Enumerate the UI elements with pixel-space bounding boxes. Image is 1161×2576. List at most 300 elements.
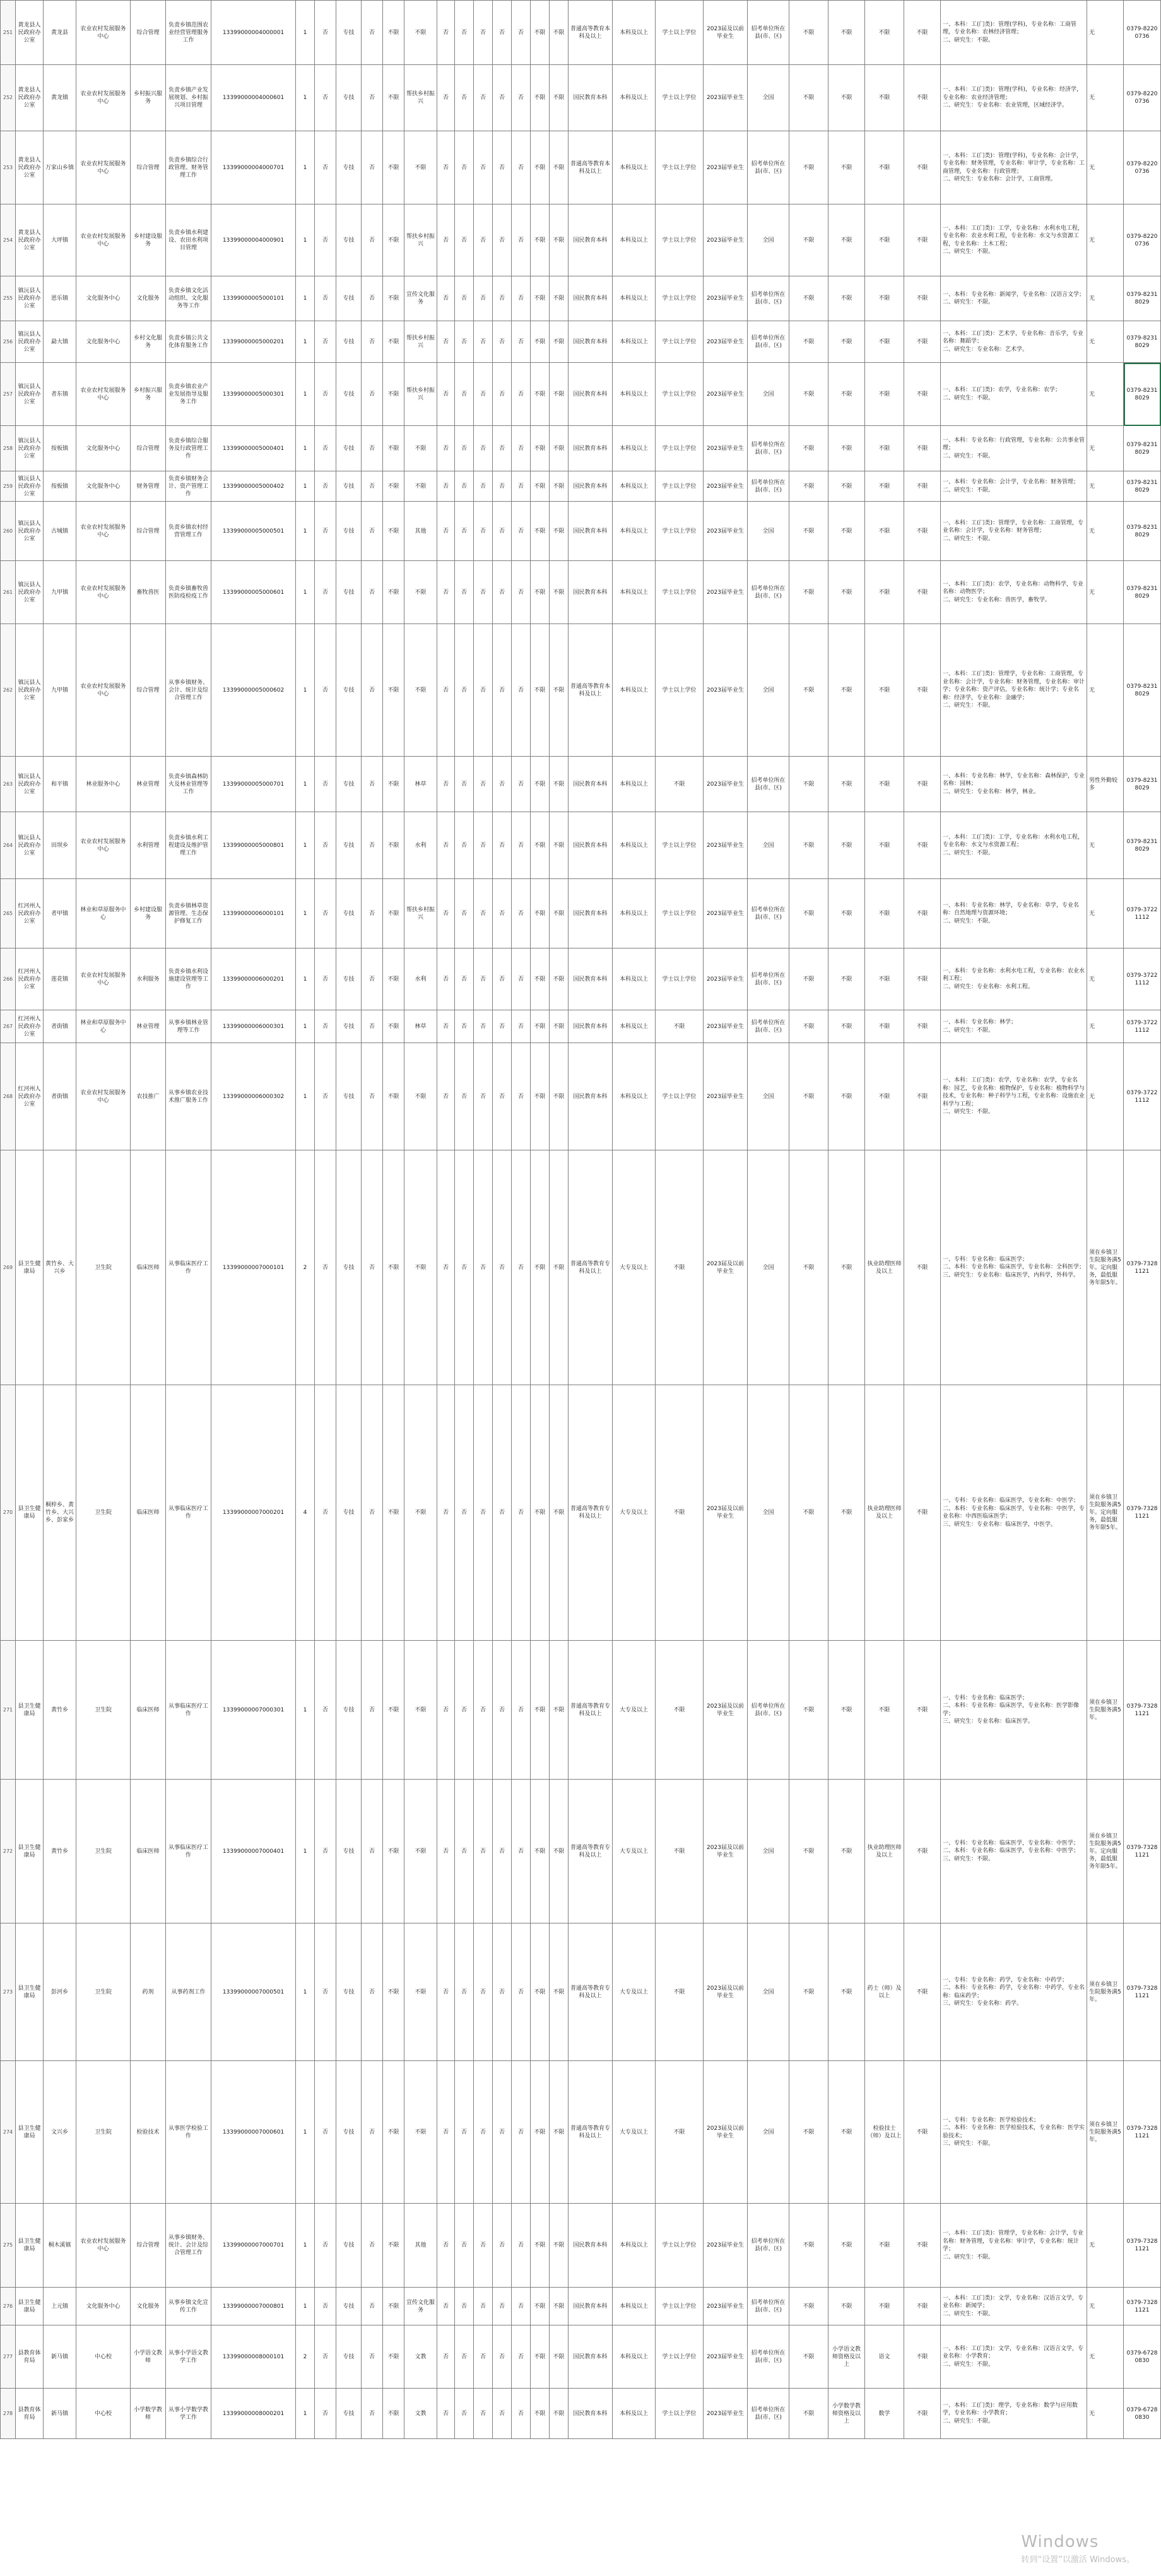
cell-col-12[interactable]: 不限	[383, 321, 404, 363]
graduation-requirement-cell[interactable]: 2023届及以前毕业生	[704, 1641, 748, 1780]
cell-col-11[interactable]: 否	[362, 1385, 383, 1641]
cell-col-19[interactable]: 不限	[531, 757, 550, 812]
recruiting-unit-cell[interactable]: 卫生院	[76, 1923, 131, 2061]
competent-department-cell[interactable]: 县卫生健康局	[16, 2204, 44, 2288]
post-description-cell[interactable]: 负责乡镇水利建设、农田水利项目管理	[166, 204, 211, 276]
cell-col-27[interactable]: 不限	[828, 471, 865, 502]
competent-department-cell[interactable]: 红河州人民政府办公室	[16, 1043, 44, 1150]
contact-phone-cell[interactable]: 0379-73281121	[1124, 1150, 1161, 1385]
graduation-requirement-cell[interactable]: 2023届毕业生	[704, 561, 748, 624]
cell-col-18[interactable]: 否	[512, 948, 531, 1010]
contact-phone-cell[interactable]: 0379-73281121	[1124, 2061, 1161, 2204]
cell-col-18[interactable]: 否	[512, 2288, 531, 2325]
education-type-cell[interactable]: 普通高等教育专科及以上	[569, 1641, 613, 1780]
cell-col-26[interactable]: 不限	[789, 2061, 828, 2204]
cell-col-15[interactable]: 否	[455, 757, 474, 812]
cell-col-11[interactable]: 否	[362, 276, 383, 321]
cell-col-29[interactable]: 不限	[904, 2061, 941, 2204]
cell-col-20[interactable]: 不限	[550, 948, 569, 1010]
row-number-cell[interactable]: 271	[1, 1641, 16, 1780]
degree-requirement-cell[interactable]: 不限	[656, 1385, 704, 1641]
cell-col-9[interactable]: 否	[315, 65, 336, 131]
cell-col-27[interactable]: 不限	[828, 2204, 865, 2288]
cell-col-12[interactable]: 不限	[383, 879, 404, 948]
post-name-cell[interactable]: 药剂	[131, 1923, 166, 2061]
cell-col-10[interactable]: 专技	[336, 2389, 362, 2439]
cell-col-14[interactable]: 否	[437, 624, 455, 757]
post-description-cell[interactable]: 负责乡镇水利设施建设管理等工作	[166, 948, 211, 1010]
cell-col-12[interactable]: 不限	[383, 1641, 404, 1780]
cell-col-14[interactable]: 否	[437, 1641, 455, 1780]
cell-col-27[interactable]: 不限	[828, 426, 865, 471]
cell-col-28[interactable]: 药士（师）及以上	[865, 1923, 904, 2061]
competent-department-cell[interactable]: 镇沅县人民政府办公室	[16, 502, 44, 561]
education-level-cell[interactable]: 大专及以上	[613, 1923, 656, 2061]
cell-col-9[interactable]: 否	[315, 204, 336, 276]
remarks-cell[interactable]: 须在乡镇卫生院服务满5年。定向服务，最低服务年限5年。	[1087, 1780, 1124, 1923]
cell-col-17[interactable]: 否	[493, 426, 512, 471]
cell-col-27[interactable]: 不限	[828, 757, 865, 812]
township-cell[interactable]: 按板镇	[44, 471, 76, 502]
cell-col-27[interactable]: 不限	[828, 1010, 865, 1043]
post-description-cell[interactable]: 负责乡镇综合行政管理、财务管理工作	[166, 131, 211, 204]
degree-requirement-cell[interactable]: 不限	[656, 757, 704, 812]
competent-department-cell[interactable]: 县卫生健康局	[16, 1641, 44, 1780]
cell-col-26[interactable]: 不限	[789, 1043, 828, 1150]
recruit-count-cell[interactable]: 1	[296, 812, 315, 879]
cell-col-19[interactable]: 不限	[531, 1923, 550, 2061]
township-cell[interactable]: 九甲镇	[44, 561, 76, 624]
cell-col-9[interactable]: 否	[315, 2061, 336, 2204]
recruit-count-cell[interactable]: 1	[296, 65, 315, 131]
contact-phone-cell[interactable]: 0379-82318029	[1124, 757, 1161, 812]
cell-col-26[interactable]: 不限	[789, 65, 828, 131]
cell-col-10[interactable]: 专技	[336, 131, 362, 204]
cell-col-9[interactable]: 否	[315, 131, 336, 204]
recruit-count-cell[interactable]: 1	[296, 471, 315, 502]
recruit-count-cell[interactable]: 1	[296, 502, 315, 561]
competent-department-cell[interactable]: 县卫生健康局	[16, 2288, 44, 2325]
cell-col-14[interactable]: 否	[437, 2061, 455, 2204]
remarks-cell[interactable]: 无	[1087, 471, 1124, 502]
cell-col-27[interactable]: 不限	[828, 321, 865, 363]
cell-col-13[interactable]: 不限	[404, 624, 437, 757]
recruit-count-cell[interactable]: 1	[296, 2204, 315, 2288]
cell-col-13[interactable]: 不限	[404, 1923, 437, 2061]
education-level-cell[interactable]: 本科及以上	[613, 1043, 656, 1150]
recruiting-unit-cell[interactable]: 文化服务中心	[76, 321, 131, 363]
recruit-count-cell[interactable]: 1	[296, 426, 315, 471]
major-requirement-cell[interactable]: 一、本科：工(门类)：工学，专业名称：水利水电工程，专业名称：水文与水资源工程； 二、研究生：不限。	[941, 812, 1087, 879]
graduation-requirement-cell[interactable]: 2023届毕业生	[704, 131, 748, 204]
cell-col-14[interactable]: 否	[437, 1, 455, 65]
cell-col-14[interactable]: 否	[437, 2389, 455, 2439]
cell-col-19[interactable]: 不限	[531, 1780, 550, 1923]
cell-col-10[interactable]: 专技	[336, 471, 362, 502]
cell-col-11[interactable]: 否	[362, 321, 383, 363]
cell-col-16[interactable]: 否	[474, 1043, 493, 1150]
education-type-cell[interactable]: 普通高等教育专科及以上	[569, 1923, 613, 2061]
contact-phone-cell[interactable]: 0379-37221112	[1124, 1043, 1161, 1150]
cell-col-18[interactable]: 否	[512, 2204, 531, 2288]
cell-col-19[interactable]: 不限	[531, 1150, 550, 1385]
cell-col-17[interactable]: 否	[493, 2389, 512, 2439]
post-description-cell[interactable]: 从事小学语文教学工作	[166, 2325, 211, 2389]
cell-col-12[interactable]: 不限	[383, 2288, 404, 2325]
cell-col-27[interactable]: 不限	[828, 502, 865, 561]
township-cell[interactable]: 上元镇	[44, 2288, 76, 2325]
contact-phone-cell[interactable]: 0379-82318029	[1124, 561, 1161, 624]
cell-col-16[interactable]: 否	[474, 204, 493, 276]
cell-col-9[interactable]: 否	[315, 1043, 336, 1150]
major-requirement-cell[interactable]: 一、本科：工(门类)：农学，专业名称：农学； 二、研究生：不限。	[941, 363, 1087, 426]
education-level-cell[interactable]: 本科及以上	[613, 276, 656, 321]
post-description-cell[interactable]: 从事临床医疗工作	[166, 1780, 211, 1923]
cell-col-13[interactable]: 文教	[404, 2389, 437, 2439]
degree-requirement-cell[interactable]: 学士以上学位	[656, 2288, 704, 2325]
cell-col-20[interactable]: 不限	[550, 502, 569, 561]
post-name-cell[interactable]: 林业管理	[131, 1010, 166, 1043]
cell-col-18[interactable]: 否	[512, 1385, 531, 1641]
recruit-count-cell[interactable]: 1	[296, 276, 315, 321]
cell-col-27[interactable]: 不限	[828, 624, 865, 757]
row-number-cell[interactable]: 272	[1, 1780, 16, 1923]
post-code-cell[interactable]: 13399000008000201	[211, 2389, 296, 2439]
competent-department-cell[interactable]: 黄龙县人民政府办公室	[16, 1, 44, 65]
cell-col-9[interactable]: 否	[315, 2204, 336, 2288]
township-cell[interactable]: 黄竹乡	[44, 1780, 76, 1923]
cell-col-28[interactable]: 不限	[865, 502, 904, 561]
cell-col-18[interactable]: 否	[512, 426, 531, 471]
post-description-cell[interactable]: 从事药剂工作	[166, 1923, 211, 2061]
cell-col-26[interactable]: 不限	[789, 2389, 828, 2439]
cell-col-17[interactable]: 否	[493, 948, 512, 1010]
row-number-cell[interactable]: 253	[1, 131, 16, 204]
cell-col-26[interactable]: 不限	[789, 1010, 828, 1043]
cell-col-12[interactable]: 不限	[383, 757, 404, 812]
post-description-cell[interactable]: 负责乡镇畜牧兽医防疫检疫工作	[166, 561, 211, 624]
post-name-cell[interactable]: 水利管理	[131, 812, 166, 879]
recruit-count-cell[interactable]: 1	[296, 1010, 315, 1043]
graduation-requirement-cell[interactable]: 2023届及以前毕业生	[704, 1385, 748, 1641]
cell-col-14[interactable]: 否	[437, 204, 455, 276]
education-type-cell[interactable]: 国民教育本科	[569, 471, 613, 502]
remarks-cell[interactable]: 须在乡镇卫生院服务满5年。	[1087, 2061, 1124, 2204]
education-level-cell[interactable]: 大专及以上	[613, 1385, 656, 1641]
major-requirement-cell[interactable]: 一、专科：专业名称：临床医学； 二、本科：专业名称：临床医学，专业名称：医学影像学； 三、研究生：专业名称：临床医学。	[941, 1641, 1087, 1780]
cell-col-28[interactable]: 不限	[865, 131, 904, 204]
remarks-cell[interactable]: 无	[1087, 2288, 1124, 2325]
cell-col-26[interactable]: 不限	[789, 879, 828, 948]
remarks-cell[interactable]: 须在乡镇卫生院服务满5年。	[1087, 1641, 1124, 1780]
cell-col-15[interactable]: 否	[455, 65, 474, 131]
cell-col-9[interactable]: 否	[315, 757, 336, 812]
row-number-cell[interactable]: 261	[1, 561, 16, 624]
cell-col-19[interactable]: 不限	[531, 471, 550, 502]
recruitment-scope-cell[interactable]: 招考单位所在县(市、区)	[748, 276, 789, 321]
cell-col-19[interactable]: 不限	[531, 65, 550, 131]
competent-department-cell[interactable]: 镇沅县人民政府办公室	[16, 276, 44, 321]
cell-col-26[interactable]: 不限	[789, 2204, 828, 2288]
cell-col-9[interactable]: 否	[315, 363, 336, 426]
contact-phone-cell[interactable]: 0379-73281121	[1124, 2204, 1161, 2288]
cell-col-9[interactable]: 否	[315, 812, 336, 879]
cell-col-26[interactable]: 不限	[789, 426, 828, 471]
education-type-cell[interactable]: 国民教育本科	[569, 426, 613, 471]
graduation-requirement-cell[interactable]: 2023届毕业生	[704, 757, 748, 812]
cell-col-9[interactable]: 否	[315, 1150, 336, 1385]
education-type-cell[interactable]: 普通高等教育专科及以上	[569, 1150, 613, 1385]
post-name-cell[interactable]: 临床医师	[131, 1780, 166, 1923]
cell-col-26[interactable]: 不限	[789, 1780, 828, 1923]
cell-col-20[interactable]: 不限	[550, 131, 569, 204]
degree-requirement-cell[interactable]: 不限	[656, 1641, 704, 1780]
recruitment-scope-cell[interactable]: 招考单位所在县(市、区)	[748, 2389, 789, 2439]
cell-col-20[interactable]: 不限	[550, 2204, 569, 2288]
cell-col-29[interactable]: 不限	[904, 1641, 941, 1780]
cell-col-27[interactable]: 不限	[828, 1385, 865, 1641]
cell-col-26[interactable]: 不限	[789, 1150, 828, 1385]
cell-col-12[interactable]: 不限	[383, 426, 404, 471]
cell-col-27[interactable]: 不限	[828, 879, 865, 948]
post-name-cell[interactable]: 综合管理	[131, 624, 166, 757]
recruit-count-cell[interactable]: 1	[296, 131, 315, 204]
degree-requirement-cell[interactable]: 学士以上学位	[656, 426, 704, 471]
cell-col-20[interactable]: 不限	[550, 561, 569, 624]
recruitment-scope-cell[interactable]: 招考单位所在县(市、区)	[748, 561, 789, 624]
contact-phone-cell[interactable]: 0379-73281121	[1124, 2288, 1161, 2325]
cell-col-15[interactable]: 否	[455, 2204, 474, 2288]
recruitment-scope-cell[interactable]: 招考单位所在县(市、区)	[748, 948, 789, 1010]
major-requirement-cell[interactable]: 一、本科：专业名称：新闻学，专业名称：汉语言文学； 二、研究生：不限。	[941, 276, 1087, 321]
remarks-cell[interactable]: 须在乡镇卫生院服务满5年。定向服务，最低服务年限5年。	[1087, 1150, 1124, 1385]
cell-col-20[interactable]: 不限	[550, 624, 569, 757]
remarks-cell[interactable]: 无	[1087, 2389, 1124, 2439]
recruiting-unit-cell[interactable]: 农业农村发展服务中心	[76, 1, 131, 65]
major-requirement-cell[interactable]: 一、本科：工(门类)：管理(学科)，专业名称：会计学，专业名称：财务管理，专业名称：审计学，专业名称：工商管理，专业名称：行政管理； 二、研究生：专业名称：会计学，工商管理。	[941, 131, 1087, 204]
cell-col-10[interactable]: 专技	[336, 65, 362, 131]
row-number-cell[interactable]: 252	[1, 65, 16, 131]
cell-col-12[interactable]: 不限	[383, 624, 404, 757]
cell-col-12[interactable]: 不限	[383, 363, 404, 426]
row-number-cell[interactable]: 256	[1, 321, 16, 363]
major-requirement-cell[interactable]: 一、专科：专业名称：临床医学，专业名称：中医学； 二、本科：专业名称：临床医学，专业名称：中医学，专业名称：中西医临床医学； 三、研究生：专业名称：临床医学，中医学。	[941, 1385, 1087, 1641]
education-level-cell[interactable]: 本科及以上	[613, 65, 656, 131]
township-cell[interactable]: 古城镇	[44, 502, 76, 561]
cell-col-28[interactable]: 不限	[865, 879, 904, 948]
cell-col-11[interactable]: 否	[362, 1, 383, 65]
competent-department-cell[interactable]: 镇沅县人民政府办公室	[16, 561, 44, 624]
cell-col-19[interactable]: 不限	[531, 2325, 550, 2389]
cell-col-27[interactable]: 不限	[828, 948, 865, 1010]
cell-col-13[interactable]: 其他	[404, 2204, 437, 2288]
cell-col-11[interactable]: 否	[362, 879, 383, 948]
cell-col-19[interactable]: 不限	[531, 426, 550, 471]
cell-col-9[interactable]: 否	[315, 879, 336, 948]
cell-col-15[interactable]: 否	[455, 321, 474, 363]
cell-col-18[interactable]: 否	[512, 2061, 531, 2204]
recruiting-unit-cell[interactable]: 文化服务中心	[76, 471, 131, 502]
cell-col-20[interactable]: 不限	[550, 812, 569, 879]
cell-col-13[interactable]: 其他	[404, 502, 437, 561]
cell-col-12[interactable]: 不限	[383, 65, 404, 131]
degree-requirement-cell[interactable]: 不限	[656, 1150, 704, 1385]
cell-col-18[interactable]: 否	[512, 276, 531, 321]
township-cell[interactable]: 彭河乡	[44, 1923, 76, 2061]
recruitment-scope-cell[interactable]: 全国	[748, 204, 789, 276]
cell-col-18[interactable]: 否	[512, 2325, 531, 2389]
cell-col-29[interactable]: 不限	[904, 502, 941, 561]
cell-col-11[interactable]: 否	[362, 2389, 383, 2439]
cell-col-16[interactable]: 否	[474, 1385, 493, 1641]
post-code-cell[interactable]: 13399000007000501	[211, 1923, 296, 2061]
post-code-cell[interactable]: 13399000006000201	[211, 948, 296, 1010]
post-name-cell[interactable]: 小学语文教师	[131, 2325, 166, 2389]
cell-col-9[interactable]: 否	[315, 1923, 336, 2061]
cell-col-17[interactable]: 否	[493, 204, 512, 276]
cell-col-26[interactable]: 不限	[789, 561, 828, 624]
cell-col-11[interactable]: 否	[362, 502, 383, 561]
post-name-cell[interactable]: 畜牧兽医	[131, 561, 166, 624]
major-requirement-cell[interactable]: 一、专科：专业名称：医学检验技术； 二、本科：专业名称：医学检验技术，专业名称：医学实验技术； 三、研究生：不限。	[941, 2061, 1087, 2204]
education-type-cell[interactable]: 普通高等教育专科及以上	[569, 2061, 613, 2204]
township-cell[interactable]: 田坝乡	[44, 812, 76, 879]
degree-requirement-cell[interactable]: 学士以上学位	[656, 812, 704, 879]
cell-col-13[interactable]: 不限	[404, 2061, 437, 2204]
graduation-requirement-cell[interactable]: 2023届毕业生	[704, 471, 748, 502]
cell-col-11[interactable]: 否	[362, 1780, 383, 1923]
competent-department-cell[interactable]: 县卫生健康局	[16, 1780, 44, 1923]
education-level-cell[interactable]: 本科及以上	[613, 2204, 656, 2288]
remarks-cell[interactable]: 无	[1087, 2325, 1124, 2389]
graduation-requirement-cell[interactable]: 2023届毕业生	[704, 879, 748, 948]
cell-col-26[interactable]: 不限	[789, 471, 828, 502]
cell-col-13[interactable]: 林草	[404, 757, 437, 812]
recruiting-unit-cell[interactable]: 文化服务中心	[76, 276, 131, 321]
cell-col-20[interactable]: 不限	[550, 2325, 569, 2389]
education-type-cell[interactable]: 国民教育本科	[569, 2325, 613, 2389]
remarks-cell[interactable]: 无	[1087, 276, 1124, 321]
cell-col-14[interactable]: 否	[437, 1385, 455, 1641]
post-code-cell[interactable]: 13399000006000101	[211, 879, 296, 948]
cell-col-11[interactable]: 否	[362, 624, 383, 757]
cell-col-19[interactable]: 不限	[531, 561, 550, 624]
township-cell[interactable]: 恩乐镇	[44, 276, 76, 321]
cell-col-10[interactable]: 专技	[336, 1, 362, 65]
graduation-requirement-cell[interactable]: 2023届毕业生	[704, 2288, 748, 2325]
row-number-cell[interactable]: 267	[1, 1010, 16, 1043]
cell-col-20[interactable]: 不限	[550, 471, 569, 502]
cell-col-19[interactable]: 不限	[531, 2204, 550, 2288]
cell-col-28[interactable]: 不限	[865, 471, 904, 502]
cell-col-15[interactable]: 否	[455, 812, 474, 879]
cell-col-17[interactable]: 否	[493, 502, 512, 561]
cell-col-29[interactable]: 不限	[904, 1043, 941, 1150]
cell-col-12[interactable]: 不限	[383, 1923, 404, 2061]
recruiting-unit-cell[interactable]: 卫生院	[76, 1780, 131, 1923]
recruitment-scope-cell[interactable]: 全国	[748, 363, 789, 426]
contact-phone-cell[interactable]: 0379-37221112	[1124, 879, 1161, 948]
major-requirement-cell[interactable]: 一、本科：专业名称：林学，专业名称：森林保护，专业名称：园林； 二、研究生：专业名称：林学，林业。	[941, 757, 1087, 812]
cell-col-13[interactable]: 不限	[404, 1043, 437, 1150]
cell-col-29[interactable]: 不限	[904, 2204, 941, 2288]
cell-col-18[interactable]: 否	[512, 1043, 531, 1150]
recruiting-unit-cell[interactable]: 农业农村发展服务中心	[76, 204, 131, 276]
recruiting-unit-cell[interactable]: 农业农村发展服务中心	[76, 812, 131, 879]
education-level-cell[interactable]: 本科及以上	[613, 131, 656, 204]
cell-col-11[interactable]: 否	[362, 131, 383, 204]
cell-col-11[interactable]: 否	[362, 2288, 383, 2325]
cell-col-26[interactable]: 不限	[789, 204, 828, 276]
township-cell[interactable]: 万家山乡镇	[44, 131, 76, 204]
cell-col-12[interactable]: 不限	[383, 2389, 404, 2439]
cell-col-20[interactable]: 不限	[550, 1780, 569, 1923]
cell-col-15[interactable]: 否	[455, 502, 474, 561]
cell-col-16[interactable]: 否	[474, 2204, 493, 2288]
cell-col-13[interactable]: 不限	[404, 1780, 437, 1923]
recruitment-scope-cell[interactable]: 招考单位所在县(市、区)	[748, 471, 789, 502]
cell-col-16[interactable]: 否	[474, 65, 493, 131]
township-cell[interactable]: 者甲镇	[44, 879, 76, 948]
cell-col-20[interactable]: 不限	[550, 2288, 569, 2325]
competent-department-cell[interactable]: 镇沅县人民政府办公室	[16, 624, 44, 757]
cell-col-15[interactable]: 否	[455, 624, 474, 757]
cell-col-19[interactable]: 不限	[531, 948, 550, 1010]
major-requirement-cell[interactable]: 一、本科：专业名称：行政管理，专业名称：公共事业管理； 二、研究生：不限。	[941, 426, 1087, 471]
remarks-cell[interactable]: 无	[1087, 879, 1124, 948]
recruit-count-cell[interactable]: 1	[296, 204, 315, 276]
degree-requirement-cell[interactable]: 学士以上学位	[656, 2204, 704, 2288]
cell-col-27[interactable]: 不限	[828, 2061, 865, 2204]
township-cell[interactable]: 九甲镇	[44, 624, 76, 757]
cell-col-15[interactable]: 否	[455, 1010, 474, 1043]
contact-phone-cell[interactable]: 0379-73281121	[1124, 1780, 1161, 1923]
contact-phone-cell[interactable]: 0379-82200736	[1124, 131, 1161, 204]
competent-department-cell[interactable]: 镇沅县人民政府办公室	[16, 757, 44, 812]
cell-col-20[interactable]: 不限	[550, 1641, 569, 1780]
cell-col-9[interactable]: 否	[315, 1, 336, 65]
cell-col-11[interactable]: 否	[362, 204, 383, 276]
cell-col-26[interactable]: 不限	[789, 363, 828, 426]
degree-requirement-cell[interactable]: 不限	[656, 1923, 704, 2061]
post-name-cell[interactable]: 文化服务	[131, 2288, 166, 2325]
recruiting-unit-cell[interactable]: 农业农村发展服务中心	[76, 2204, 131, 2288]
cell-col-12[interactable]: 不限	[383, 2204, 404, 2288]
cell-col-9[interactable]: 否	[315, 1641, 336, 1780]
township-cell[interactable]: 黄竹乡	[44, 1641, 76, 1780]
cell-col-26[interactable]: 不限	[789, 2288, 828, 2325]
cell-col-16[interactable]: 否	[474, 561, 493, 624]
cell-col-10[interactable]: 专技	[336, 1150, 362, 1385]
cell-col-9[interactable]: 否	[315, 1010, 336, 1043]
recruiting-unit-cell[interactable]: 农业农村发展服务中心	[76, 363, 131, 426]
row-number-cell[interactable]: 259	[1, 471, 16, 502]
cell-col-12[interactable]: 不限	[383, 561, 404, 624]
row-number-cell[interactable]: 277	[1, 2325, 16, 2389]
education-type-cell[interactable]: 国民教育本科	[569, 561, 613, 624]
major-requirement-cell[interactable]: 一、专科：专业名称：临床医学； 二、本科：专业名称：临床医学，专业名称：全科医学； 三、研究生：专业名称：临床医学，内科学，外科学。	[941, 1150, 1087, 1385]
post-name-cell[interactable]: 临床医师	[131, 1641, 166, 1780]
cell-col-26[interactable]: 不限	[789, 948, 828, 1010]
remarks-cell[interactable]: 须在乡镇卫生院服务满5年。	[1087, 1923, 1124, 2061]
degree-requirement-cell[interactable]: 学士以上学位	[656, 276, 704, 321]
post-name-cell[interactable]: 小学数学教师	[131, 2389, 166, 2439]
cell-col-17[interactable]: 否	[493, 1, 512, 65]
post-code-cell[interactable]: 13399000005000501	[211, 502, 296, 561]
degree-requirement-cell[interactable]: 学士以上学位	[656, 363, 704, 426]
remarks-cell[interactable]: 无	[1087, 321, 1124, 363]
cell-col-27[interactable]: 不限	[828, 1923, 865, 2061]
